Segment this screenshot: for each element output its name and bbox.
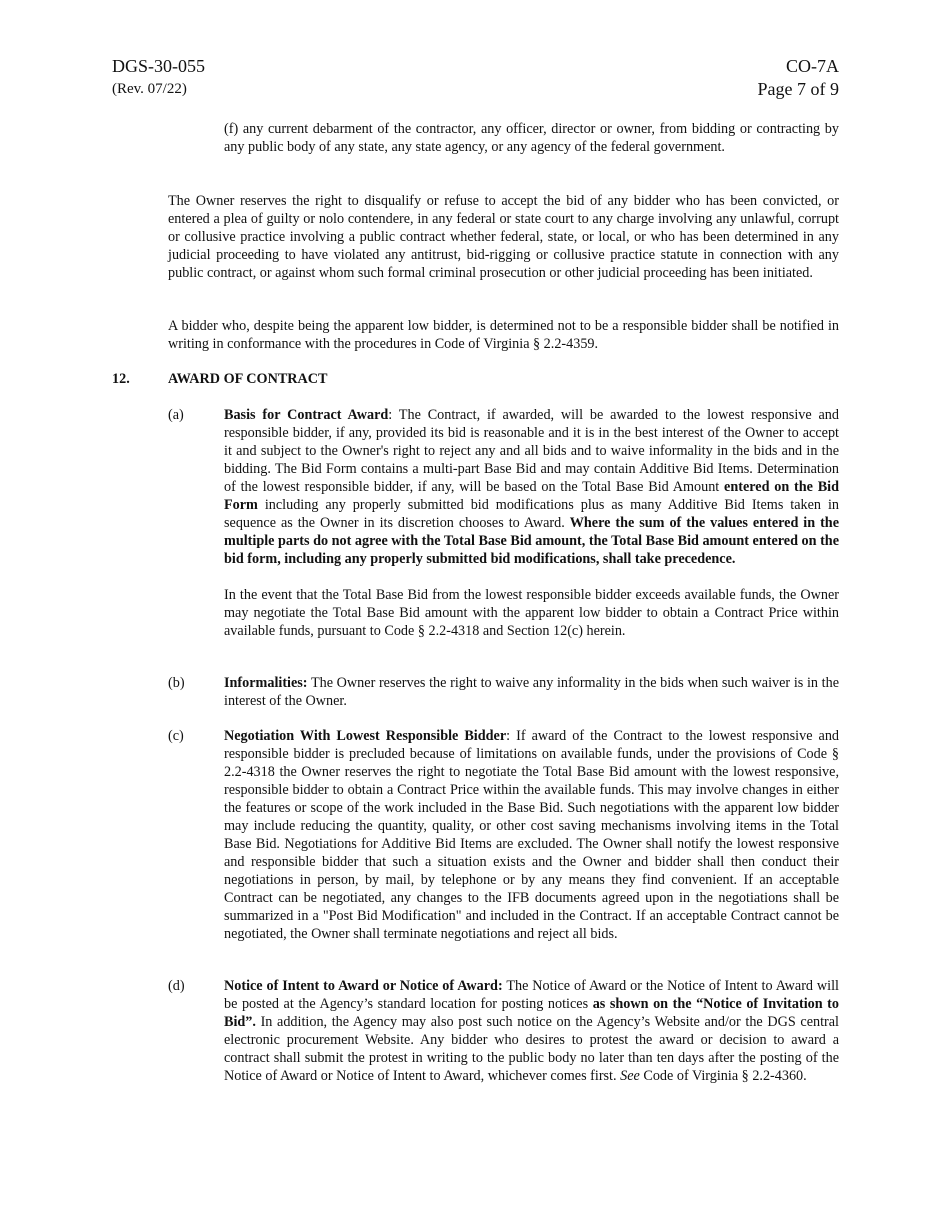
- item-heading: Basis for Contract Award: [224, 407, 389, 423]
- item-italic: See: [620, 1068, 640, 1084]
- item-text: The Owner reserves the right to waive any informality in the bids when such waiver is in the interest of the Owner.: [224, 675, 839, 709]
- item-text: including any properly submitted bid modifications plus as many Additive Bid Items taken in sequence as the Owner in its discretion chooses to Award.: [224, 497, 839, 531]
- item-heading: Negotiation With Lowest Responsible Bidder: [224, 728, 507, 744]
- item-paragraph: [224, 674, 839, 710]
- item-text: : If award of the Contract to the lowest responsive and responsible bidder is precluded because of limitations on available funds, under the provisions of Code § 2.2-4318 the Owner reserves the right to negotiate the Total Base Bid amount with the lowest responsive, responsible bidder to obtain a Contract Price within the available funds. This may involve changes in either the features or scope of the work included in the Base Bid. Such negotiations with the apparent low bidder may include reducing the quantity, quality, or other cost saving mechanisms involving items in the Total Base Bid. Negotiations for Additive Bid Items are excluded. The Owner shall notify the lowest responsive and responsible bidder that such a situation exists and the Owner and bidder shall then conduct their negotiations in person, by mail, by telephone or by any means they find convenient. If an acceptable Contract can be negotiated, any changes to the IFB documents agreed upon in the negotiations shall be summarized in a "Post Bid Modification" and included in the Contract. If an acceptable Contract cannot be negotiated, the Owner shall terminate negotiations and reject all bids.: [224, 728, 840, 942]
- item-heading: Notice of Intent to Award or Notice of Award:: [224, 978, 503, 994]
- section-number: 12.: [112, 371, 130, 387]
- item-label: (b): [168, 675, 185, 691]
- item-label: (d): [168, 978, 185, 994]
- item-text: In addition, the Agency may also post such notice on the Agency’s Website and/or the DGS central electronic procurement Website. Any bidder who desires to protest the award or decision to award a contract shall submit the protest in writing to the public body no later than ten days after the posting of the Notice of Award or Notice of Intent to Award, whichever comes first.: [224, 1014, 839, 1084]
- item-text: : The Contract, if awarded, will be awarded to the lowest responsive and responsible bidder, if any, provided its bid is reasonable and it is in the best interest of the Owner to accept it and subject to the Owner's right to reject any and all bids and to waive informality in the bids and in the bidding. The Bid Form contains a multi-part Base Bid and may contain Additive Bid Items. Determination of the lowest responsible bidder, if any, will be based on the Total Base Bid Amount: [224, 407, 839, 495]
- debarment-clause: (f) any current debarment of the contractor, any officer, director or owner, from bidding or contracting by any public body of any state, any state agency, or any agency of the federal government.: [224, 121, 839, 155]
- section-title: AWARD OF CONTRACT: [168, 371, 328, 387]
- item-informalities: [168, 674, 839, 710]
- item-heading: Informalities:: [224, 675, 308, 691]
- page-header: [112, 55, 839, 101]
- form-number: DGS-30-055: [112, 56, 205, 76]
- revision-date: (Rev. 07/22): [112, 81, 187, 97]
- item-notice-of-award: [168, 977, 839, 1085]
- item-emphasis: as shown on the “Notice of Invitation to Bid”.: [224, 996, 840, 1030]
- item-negotiation: [168, 727, 839, 943]
- item-basis-for-award: [168, 406, 839, 640]
- section-heading: [112, 370, 327, 388]
- responsible-bidder-paragraph: A bidder who, despite being the apparent low bidder, is determined not to be a responsible bidder shall be notified in writing in conformance with the procedures in Code of Virginia § 2.2-4359.: [168, 318, 839, 352]
- item-text: Code of Virginia § 2.2-4360.: [639, 1068, 807, 1084]
- item-paragraph: [224, 406, 839, 568]
- form-code: CO-7A: [786, 56, 839, 76]
- item-text: The Notice of Award or the Notice of Intent to Award will be posted at the Agency’s standard location for posting notices: [224, 978, 839, 1012]
- item-label: (a): [168, 407, 184, 423]
- disqualification-paragraph: The Owner reserves the right to disqualify or refuse to accept the bid of any bidder who has been convicted, or entered a plea of guilty or nolo contendere, in any federal or state court to any charge involving any unlawful, corrupt or collusive practice involving a public contract whether federal, state, or local, or who has been determined in any judicial proceeding to have violated any antitrust, bid-rigging or collusive practice statute in connection with any public contract, or against whom such formal criminal prosecution or other judicial proceeding has been initiated.: [168, 193, 839, 281]
- page-number: Page 7 of 9: [757, 79, 839, 99]
- item-label: (c): [168, 728, 184, 744]
- item-paragraph: In the event that the Total Base Bid from the lowest responsible bidder exceeds available funds, the Owner may negotiate the Total Base Bid amount with the apparent low bidder to obtain a Contract Price within available funds, pursuant to Code § 2.2-4318 and Section 12(c) herein.: [224, 587, 839, 639]
- item-emphasis: Where the sum of the values entered in the multiple parts do not agree with the Total Base Bid amount, the Total Base Bid amount entered on the bid form, including any properly submitted bid modifications, shall take precedence.: [224, 515, 839, 567]
- item-emphasis: entered on the Bid Form: [224, 479, 839, 513]
- item-paragraph: [224, 977, 839, 1085]
- item-paragraph: [224, 727, 839, 943]
